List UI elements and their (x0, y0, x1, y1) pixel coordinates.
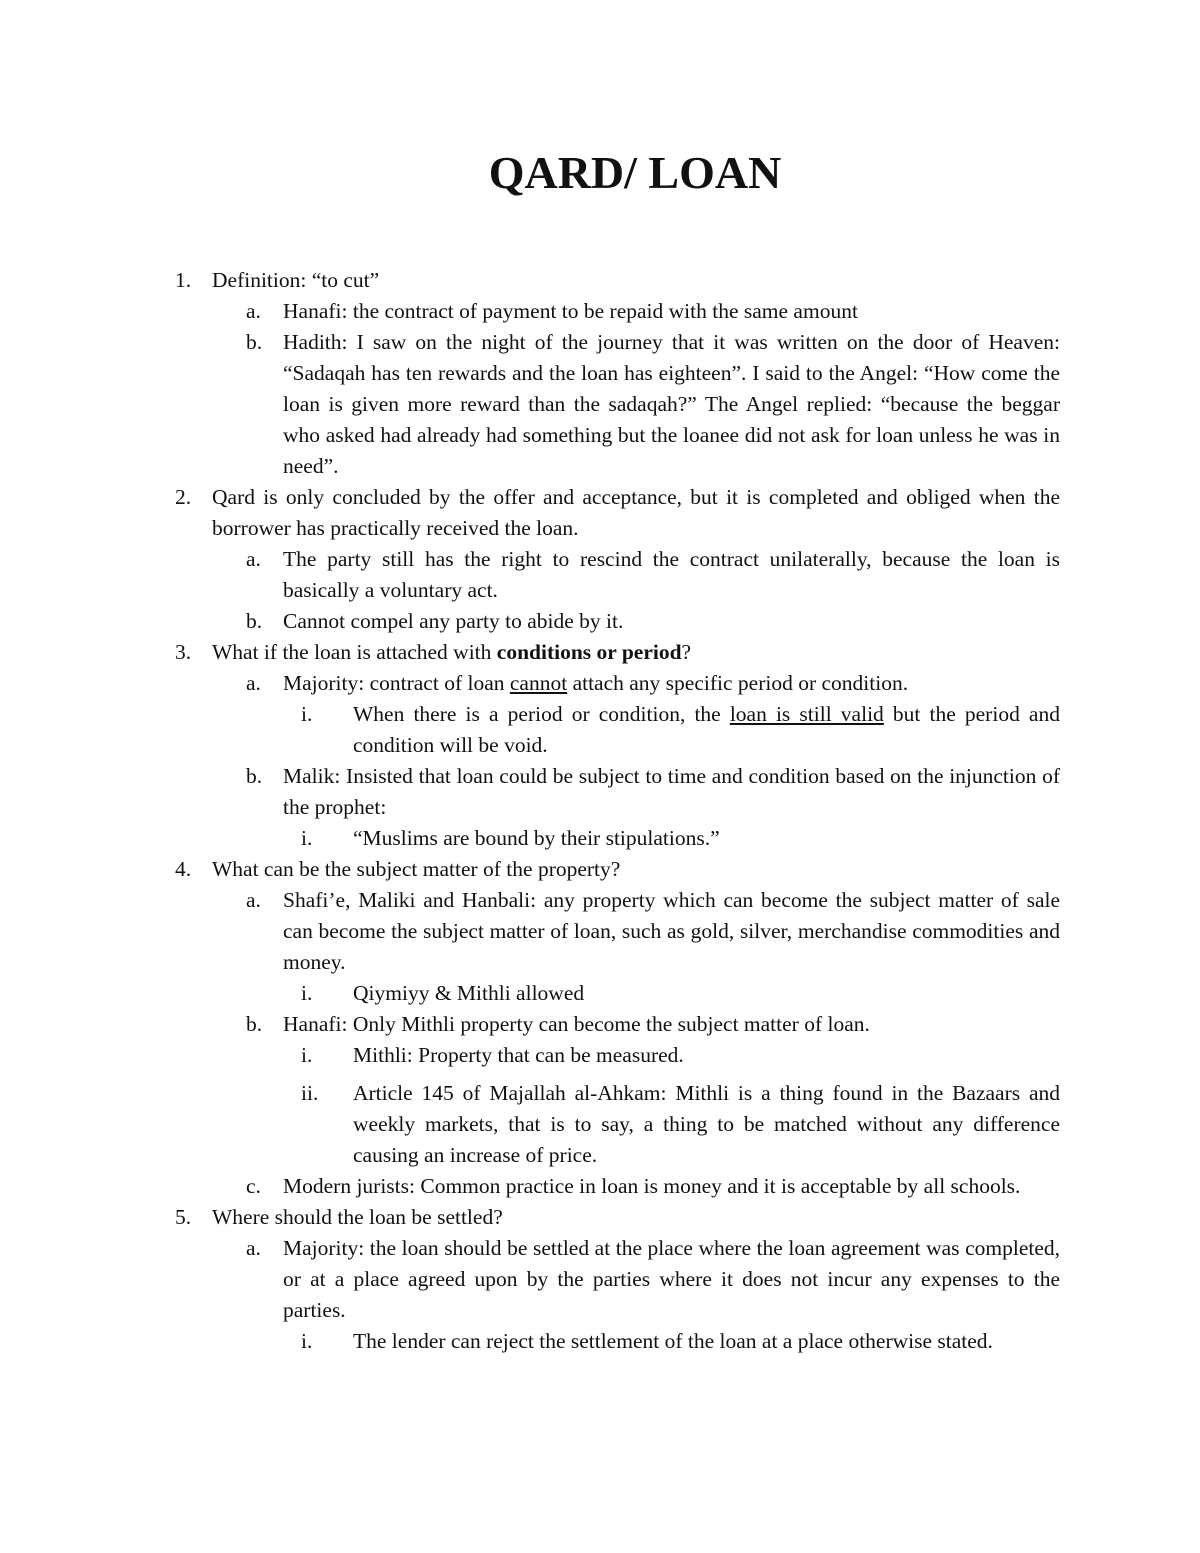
list-marker: b. (246, 609, 263, 633)
list-item-4bii (301, 1078, 1060, 1171)
list-item-text: Hanafi: the contract of payment to be repaid with the same amount (283, 299, 858, 323)
text-run: attach any specific period or condition. (567, 671, 909, 695)
list-marker: 3. (175, 640, 192, 664)
list-item-4bi (301, 1040, 1060, 1071)
list-marker: 1. (175, 268, 192, 292)
list-marker: a. (246, 299, 261, 323)
document-title: QARD/ LOAN (488, 147, 782, 198)
list-item-text: What can be the subject matter of the property? (212, 857, 621, 881)
list-item-text: Shafi’e, Maliki and Hanbali: any property which can become the subject matter of sale can become the subject matter of loan, such as gold, silver, merchandise commodities and money. (283, 888, 1060, 974)
list-item-4c (246, 1171, 1060, 1202)
text-run: When there is a period or condition, the (353, 702, 730, 726)
list-marker: 2. (175, 485, 192, 509)
text-run: Majority: contract of loan (283, 671, 510, 695)
list-item-4b (246, 1009, 1060, 1040)
list-item-text: The lender can reject the settlement of the loan at a place otherwise stated. (353, 1329, 993, 1353)
underlined-text: cannot (509, 671, 568, 695)
list-item-text: The party still has the right to rescind the contract unilaterally, because the loan is basically a voluntary act. (283, 547, 1060, 602)
list-item-text (353, 699, 1060, 761)
list-item-3 (175, 637, 1060, 668)
underlined-text: loan is still valid (729, 702, 884, 726)
list-item-text (283, 668, 1060, 699)
text-run: but the period and condition will be void. (353, 702, 1060, 757)
list-marker: b. (246, 1012, 263, 1036)
list-item-4a (246, 885, 1060, 978)
list-item-text: Article 145 of Majallah al-Ahkam: Mithli is a thing found in the Bazaars and weekly markets, that is to say, a thing to be matched without any difference causing an increase of price. (353, 1081, 1060, 1167)
list-item-1 (175, 265, 1060, 296)
list-marker: a. (246, 1236, 261, 1260)
list-item-text: Cannot compel any party to abide by it. (283, 609, 624, 633)
list-item-3ai (301, 699, 1060, 761)
list-item-text: Qard is only concluded by the offer and acceptance, but it is completed and obliged when the borrower has practically received the loan. (212, 485, 1060, 540)
list-item-text: Mithli: Property that can be measured. (353, 1043, 684, 1067)
list-marker: 4. (175, 857, 192, 881)
list-item-3bi (301, 823, 1060, 854)
list-item-1a (246, 296, 1060, 327)
list-marker: a. (246, 547, 261, 571)
list-item-text: Modern jurists: Common practice in loan is money and it is acceptable by all schools. (283, 1174, 1021, 1198)
list-item-text: Where should the loan be settled? (212, 1205, 503, 1229)
list-item-5 (175, 1202, 1060, 1233)
list-item-text: Definition: “to cut” (212, 268, 380, 292)
list-marker: i. (301, 826, 313, 850)
list-item-text: Hadith: I saw on the night of the journey that it was written on the door of Heaven: “Sadaqah has ten rewards and the loan has eighteen”. I said to the Angel: “How come the loan is given more reward than the sadaqah?” The Angel replied: “because the beggar who asked had already had something but the loanee did not ask for loan unless he was in need”. (283, 330, 1060, 478)
list-item-5a (246, 1233, 1060, 1326)
list-item-text: Hanafi: Only Mithli property can become the subject matter of loan. (283, 1012, 870, 1036)
list-marker: b. (246, 764, 263, 788)
list-item-4ai (301, 978, 1060, 1009)
list-marker: c. (246, 1174, 261, 1198)
list-item-text: Qiymiyy & Mithli allowed (353, 981, 585, 1005)
list-item-4 (175, 854, 1060, 885)
list-marker: i. (301, 1043, 313, 1067)
list-item-text (212, 637, 1060, 668)
list-item-text: Malik: Insisted that loan could be subject to time and condition based on the injunction of the prophet: (283, 764, 1060, 819)
list-item-3b (246, 761, 1060, 823)
bold-text: conditions or period (496, 640, 682, 664)
list-marker: i. (301, 981, 313, 1005)
text-run: ? (681, 640, 692, 664)
list-item-1b (246, 327, 1060, 482)
list-marker: a. (246, 671, 261, 695)
list-marker: i. (301, 702, 313, 726)
list-item-2b (246, 606, 1060, 637)
list-marker: a. (246, 888, 261, 912)
list-marker: ii. (301, 1081, 319, 1105)
list-item-2 (175, 482, 1060, 544)
outline-list (0, 265, 1200, 1357)
list-marker: b. (246, 330, 263, 354)
list-marker: 5. (175, 1205, 192, 1229)
list-item-text: Majority: the loan should be settled at the place where the loan agreement was completed, or at a place agreed upon by the parties where it does not incur any expenses to the parties. (283, 1236, 1060, 1322)
list-item-text: “Muslims are bound by their stipulations.” (353, 826, 720, 850)
list-item-2a (246, 544, 1060, 606)
list-item-5ai (301, 1326, 1060, 1357)
text-run: What if the loan is attached with (212, 640, 497, 664)
list-item-3a (246, 668, 1060, 699)
list-marker: i. (301, 1329, 313, 1353)
